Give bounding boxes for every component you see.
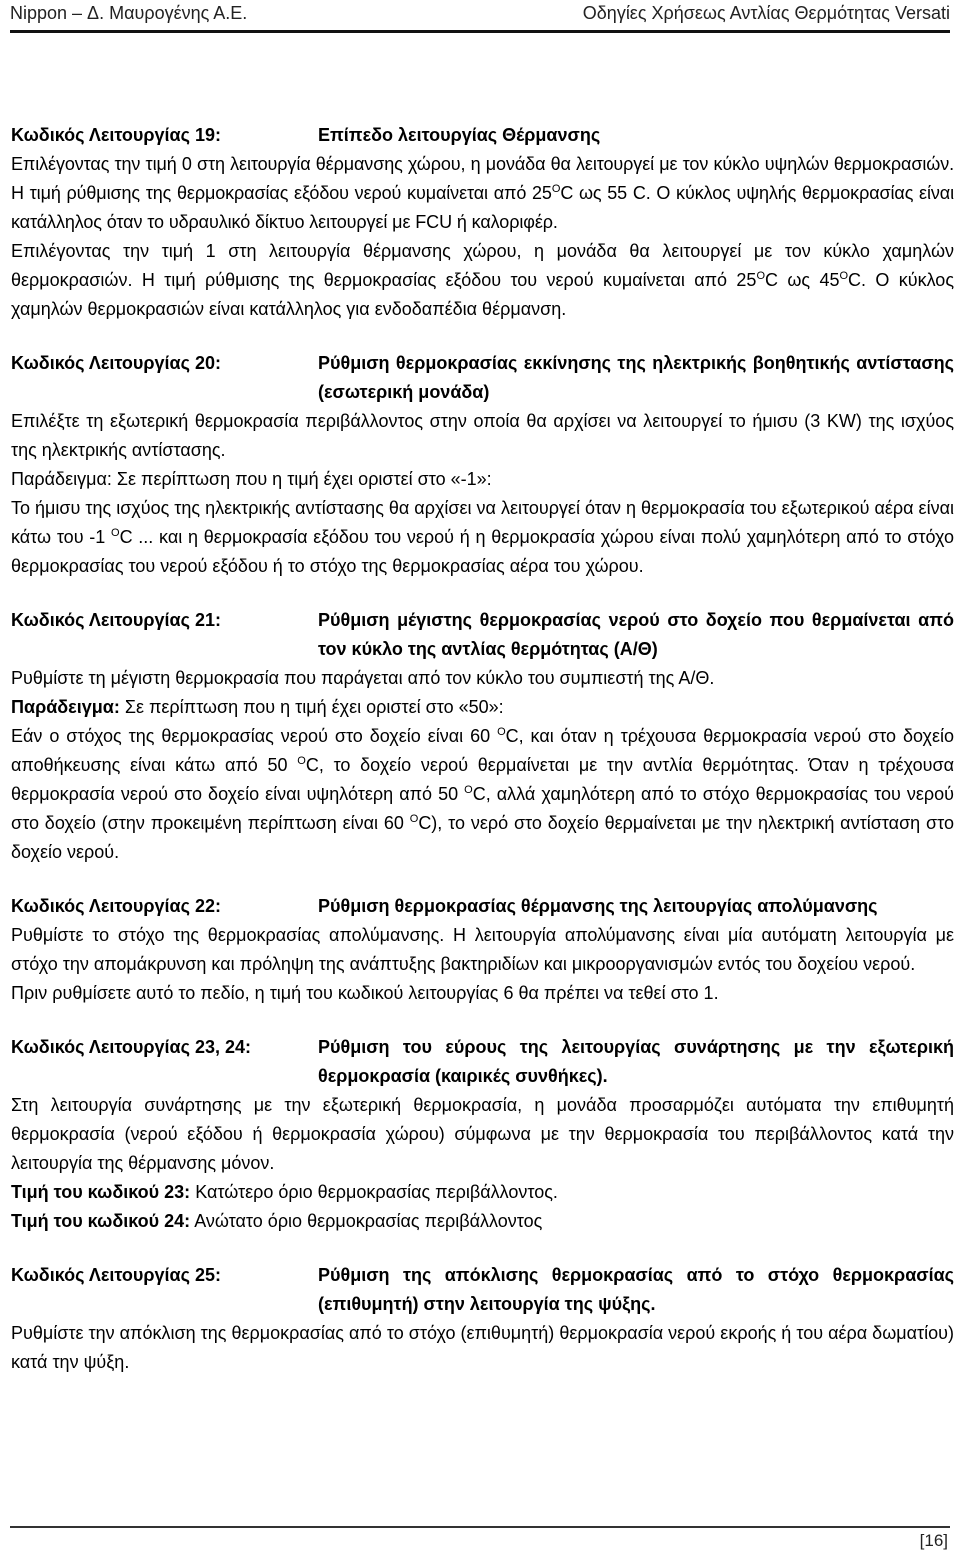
section-code-23-24 <box>11 1033 954 1236</box>
header-rule <box>10 30 950 33</box>
document-body <box>11 121 954 1377</box>
function-code: Κωδικός Λειτουργίας 20: <box>11 353 221 373</box>
section-heading <box>11 121 954 150</box>
paragraph: Το ήμισυ της ισχύος της ηλεκτρικής αντίστασης θα αρχίσει να λειτουργεί όταν η θερμοκρασία του εξωτερικού αέρα είναι κάτω του -1 $^O$C ... και η θερμοκρασία εξόδου του νερού ή η θερμοκρασία χώρου είναι πολύ χαμηλότερη από το στόχο θερμοκρασίας του νερού εξόδου ή το στόχο της θερμοκρασίας αέρα του χώρου. <box>11 498 954 576</box>
paragraph: Επιλέξτε τη εξωτερική θερμοκρασία περιβάλλοντος στην οποία θα αρχίσει να λειτουργεί το ήμισυ (3 KW) της ισχύος της ηλεκτρικής αντίστασης. <box>11 411 954 460</box>
paragraph: Παράδειγμα: Σε περίπτωση που η τιμή έχει οριστεί στο «-1»: <box>11 469 492 489</box>
header-manual-title: Οδηγίες Χρήσεως Αντλίας Θερμότητας Versati <box>582 3 950 23</box>
paragraph: Επιλέγοντας την τιμή 0 στη λειτουργία θέρμανσης χώρου, η μονάδα θα λειτουργεί με τον κύκλο υψηλών θερμοκρασιών. Η τιμή ρύθμισης της θερμοκρασίας εξόδου νερού κυμαίνεται από $25^OC$ ως 55 C. Ο κύκλος υψηλής θερμοκρασίας είναι κατάλληλος όταν το υδραυλικό δίκτυο λειτουργεί με FCU ή καλοριφέρ. <box>11 154 954 232</box>
section-heading <box>11 1033 954 1091</box>
section-heading <box>11 606 954 664</box>
paragraph: Ρυθμίστε τη μέγιστη θερμοκρασία που παράγεται από τον κύκλο του συμπιεστή της Α/Θ. <box>11 668 715 688</box>
page-header <box>10 0 950 27</box>
function-code: Κωδικός Λειτουργίας 21: <box>11 610 221 630</box>
function-title: Επίπεδο λειτουργίας Θέρμανσης <box>318 125 601 145</box>
section-heading <box>11 1261 954 1319</box>
paragraph: Τιμή του κωδικού 23: Κατώτερο όριο θερμοκρασίας περιβάλλοντος. <box>11 1182 558 1202</box>
paragraph: Πριν ρυθμίσετε αυτό το πεδίο, η τιμή του κωδικού λειτουργίας 6 θα πρέπει να τεθεί στο 1. <box>11 983 719 1003</box>
function-title: Ρύθμιση της απόκλισης θερμοκρασίας από το στόχο θερμοκρασίας (επιθυμητή) στην λειτουργία της ψύξης. <box>318 1265 954 1314</box>
section-heading <box>11 892 954 921</box>
paragraph: Εάν ο στόχος της θερμοκρασίας νερού στο δοχείο είναι 60 $^O$C, και όταν η τρέχουσα θερμοκρασία νερού στο δοχείο αποθήκευσης είναι κάτω από 50 $^O$C, το δοχείο νερού θερμαίνεται με την αντλία θερμότητας. Όταν η τρέχουσα θερμοκρασία νερού στο δοχείο είναι υψηλότερη από 50 $^O$C, αλλά χαμηλότερη από το στόχο θερμοκρασίας του νερού στο δοχείο (στην προκειμένη περίπτωση είναι 60 $^O$C), το νερό στο δοχείο θερμαίνεται με την ηλεκτρική αντίσταση στο δοχείο νερού. <box>11 726 954 862</box>
paragraph: Επιλέγοντας την τιμή 1 στη λειτουργία θέρμανσης χώρου, η μονάδα θα λειτουργεί με τον κύκλο χαμηλών θερμοκρασιών. Η τιμή ρύθμισης της θερμοκρασίας εξόδου του νερού κυμαίνεται από $25^OC$ ως $45^OC$. Ο κύκλος χαμηλών θερμοκρασιών είναι κατάλληλος για ενδοδαπέδια θέρμανση. <box>11 241 954 319</box>
function-code: Κωδικός Λειτουργίας 23, 24: <box>11 1037 252 1057</box>
section-heading <box>11 349 954 407</box>
paragraph: Ρυθμίστε το στόχο της θερμοκρασίας απολύμανσης. Η λειτουργία απολύμανσης είναι μία αυτόματη λειτουργία με στόχο την απομάκρυνση και πρόληψη της ανάπτυξης βακτηριδίων και μικροοργανισμών εντός του δοχείου νερού. <box>11 925 954 974</box>
section-code-19 <box>11 121 954 324</box>
paragraph: Ρυθμίστε την απόκλιση της θερμοκρασίας από το στόχο (επιθυμητή) θερμοκρασία νερού εκροής ή του αέρα δωματίου) κατά την ψύξη. <box>11 1323 954 1372</box>
header-company: Nippon – Δ. Μαυρογένης Α.Ε. <box>10 3 248 23</box>
function-code: Κωδικός Λειτουργίας 25: <box>11 1265 221 1285</box>
function-title: Ρύθμιση θερμοκρασίας θέρμανσης της λειτουργίας απολύμανσης <box>318 896 878 916</box>
footer-rule <box>10 1526 950 1528</box>
section-code-21 <box>11 606 954 867</box>
section-code-22 <box>11 892 954 1008</box>
function-title: Ρύθμιση του εύρους της λειτουργίας συνάρτησης με την εξωτερική θερμοκρασία (καιρικές συνθήκες). <box>318 1037 954 1086</box>
section-code-25 <box>11 1261 954 1377</box>
function-title: Ρύθμιση θερμοκρασίας εκκίνησης της ηλεκτρικής βοηθητικής αντίστασης (εσωτερική μονάδα) <box>318 353 954 402</box>
function-code: Κωδικός Λειτουργίας 22: <box>11 896 221 916</box>
paragraph: Τιμή του κωδικού 24: Ανώτατο όριο θερμοκρασίας περιβάλλοντος <box>11 1211 543 1231</box>
paragraph: Παράδειγμα: Σε περίπτωση που η τιμή έχει οριστεί στο «50»: <box>11 697 504 717</box>
page-number: [16] <box>919 1531 948 1550</box>
section-code-20 <box>11 349 954 581</box>
function-code: Κωδικός Λειτουργίας 19: <box>11 125 221 145</box>
function-title: Ρύθμιση μέγιστης θερμοκρασίας νερού στο δοχείο που θερμαίνεται από τον κύκλο της αντλίας θερμότητας (Α/Θ) <box>318 610 954 659</box>
paragraph: Στη λειτουργία συνάρτησης με την εξωτερική θερμοκρασία, η μονάδα προσαρμόζει αυτόματα την επιθυμητή θερμοκρασία (νερού εξόδου ή θερμοκρασία χώρου) σύμφωνα με την θερμοκρασία του περιβάλλοντος κατά την λειτουργία της θέρμανσης μόνον. <box>11 1095 954 1173</box>
